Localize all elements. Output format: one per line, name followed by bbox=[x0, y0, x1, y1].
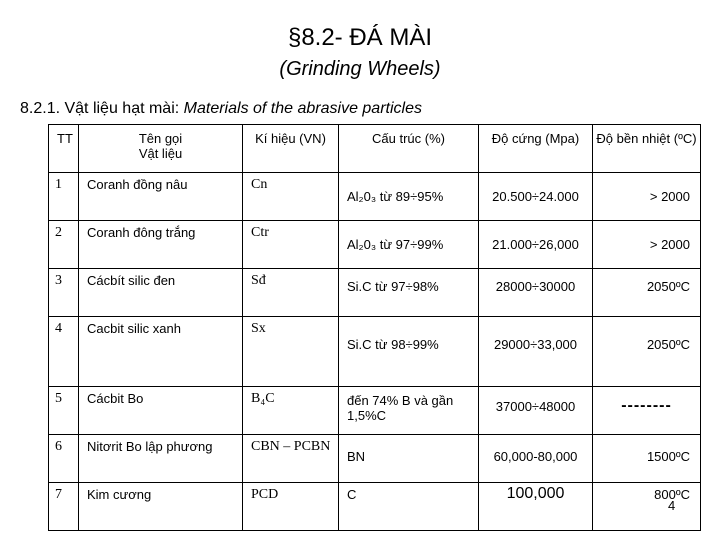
cell-code: PCD bbox=[243, 483, 339, 531]
cell-heat: 1500ºC bbox=[593, 435, 701, 483]
cell-tt: 4 bbox=[49, 317, 79, 387]
table-row bbox=[49, 221, 701, 269]
cell-tt: 2 bbox=[49, 221, 79, 269]
cell-heat: > 2000 bbox=[593, 173, 701, 221]
cell-structure: BN bbox=[339, 435, 479, 483]
section-heading bbox=[20, 100, 422, 118]
table-row bbox=[49, 387, 701, 435]
page-number: 4 bbox=[668, 498, 676, 513]
table-header-row bbox=[49, 125, 701, 173]
cell-code: Cn bbox=[243, 173, 339, 221]
cell-code: Ctr bbox=[243, 221, 339, 269]
heading-prefix: 8.2.1. Vật liệu hạt mài: bbox=[20, 100, 184, 117]
cell-hardness: 100,000 bbox=[479, 483, 593, 531]
cell-hardness: 29000÷33,000 bbox=[479, 317, 593, 387]
cell-structure: Al₂0₃ từ 97÷99% bbox=[339, 221, 479, 269]
cell-tt: 5 bbox=[49, 387, 79, 435]
cell-structure: C bbox=[339, 483, 479, 531]
table-row bbox=[49, 269, 701, 317]
materials-table bbox=[48, 124, 701, 531]
cell-tt: 6 bbox=[49, 435, 79, 483]
cell-heat: -------- bbox=[593, 387, 701, 435]
cell-name: Cacbit silic xanh bbox=[79, 317, 243, 387]
cell-hardness: 21.000÷26,000 bbox=[479, 221, 593, 269]
cell-hardness: 20.500÷24.000 bbox=[479, 173, 593, 221]
cell-name: Cácbit Bo bbox=[79, 387, 243, 435]
cell-code: CBN – PCBN bbox=[243, 435, 339, 483]
table-row bbox=[49, 173, 701, 221]
cell-structure: Al₂0₃ từ 89÷95% bbox=[339, 173, 479, 221]
cell-name: Coranh đồng nâu bbox=[79, 173, 243, 221]
header-structure: Cấu trúc (%) bbox=[339, 125, 479, 173]
cell-code: B₄C bbox=[243, 387, 339, 435]
header-code: Kí hiệu (VN) bbox=[243, 125, 339, 173]
cell-heat: 2050ºC bbox=[593, 317, 701, 387]
cell-code: Sđ bbox=[243, 269, 339, 317]
header-hardness: Độ cứng (Mpa) bbox=[479, 125, 593, 173]
page-subtitle: (Grinding Wheels) bbox=[279, 58, 441, 80]
header-heat: Độ bền nhiệt (ºC) bbox=[593, 125, 701, 173]
page-title: §8.2- ĐÁ MÀI bbox=[287, 24, 433, 51]
cell-hardness: 60,000-80,000 bbox=[479, 435, 593, 483]
cell-tt: 7 bbox=[49, 483, 79, 531]
cell-heat: > 2000 bbox=[593, 221, 701, 269]
cell-tt: 3 bbox=[49, 269, 79, 317]
cell-hardness: 28000÷30000 bbox=[479, 269, 593, 317]
heading-italic: Materials of the abrasive particles bbox=[183, 100, 422, 117]
cell-structure: Si.C từ 98÷99% bbox=[339, 317, 479, 387]
table-row bbox=[49, 435, 701, 483]
cell-name: Cácbít silic đen bbox=[79, 269, 243, 317]
cell-name: Coranh đông trắng bbox=[79, 221, 243, 269]
header-name: Tên gọi Vật liệu bbox=[79, 125, 243, 173]
table-row bbox=[49, 483, 701, 531]
header-tt: TT bbox=[49, 125, 79, 173]
cell-structure: Si.C từ 97÷98% bbox=[339, 269, 479, 317]
cell-heat: 2050ºC bbox=[593, 269, 701, 317]
cell-tt: 1 bbox=[49, 173, 79, 221]
cell-heat: 800ºC bbox=[593, 483, 701, 531]
cell-hardness: 37000÷48000 bbox=[479, 387, 593, 435]
table-row bbox=[49, 317, 701, 387]
cell-code: Sx bbox=[243, 317, 339, 387]
cell-structure: đến 74% B và gần 1,5%C bbox=[339, 387, 479, 435]
cell-name: Kim cương bbox=[79, 483, 243, 531]
cell-name: Nitơrit Bo lập phương bbox=[79, 435, 243, 483]
